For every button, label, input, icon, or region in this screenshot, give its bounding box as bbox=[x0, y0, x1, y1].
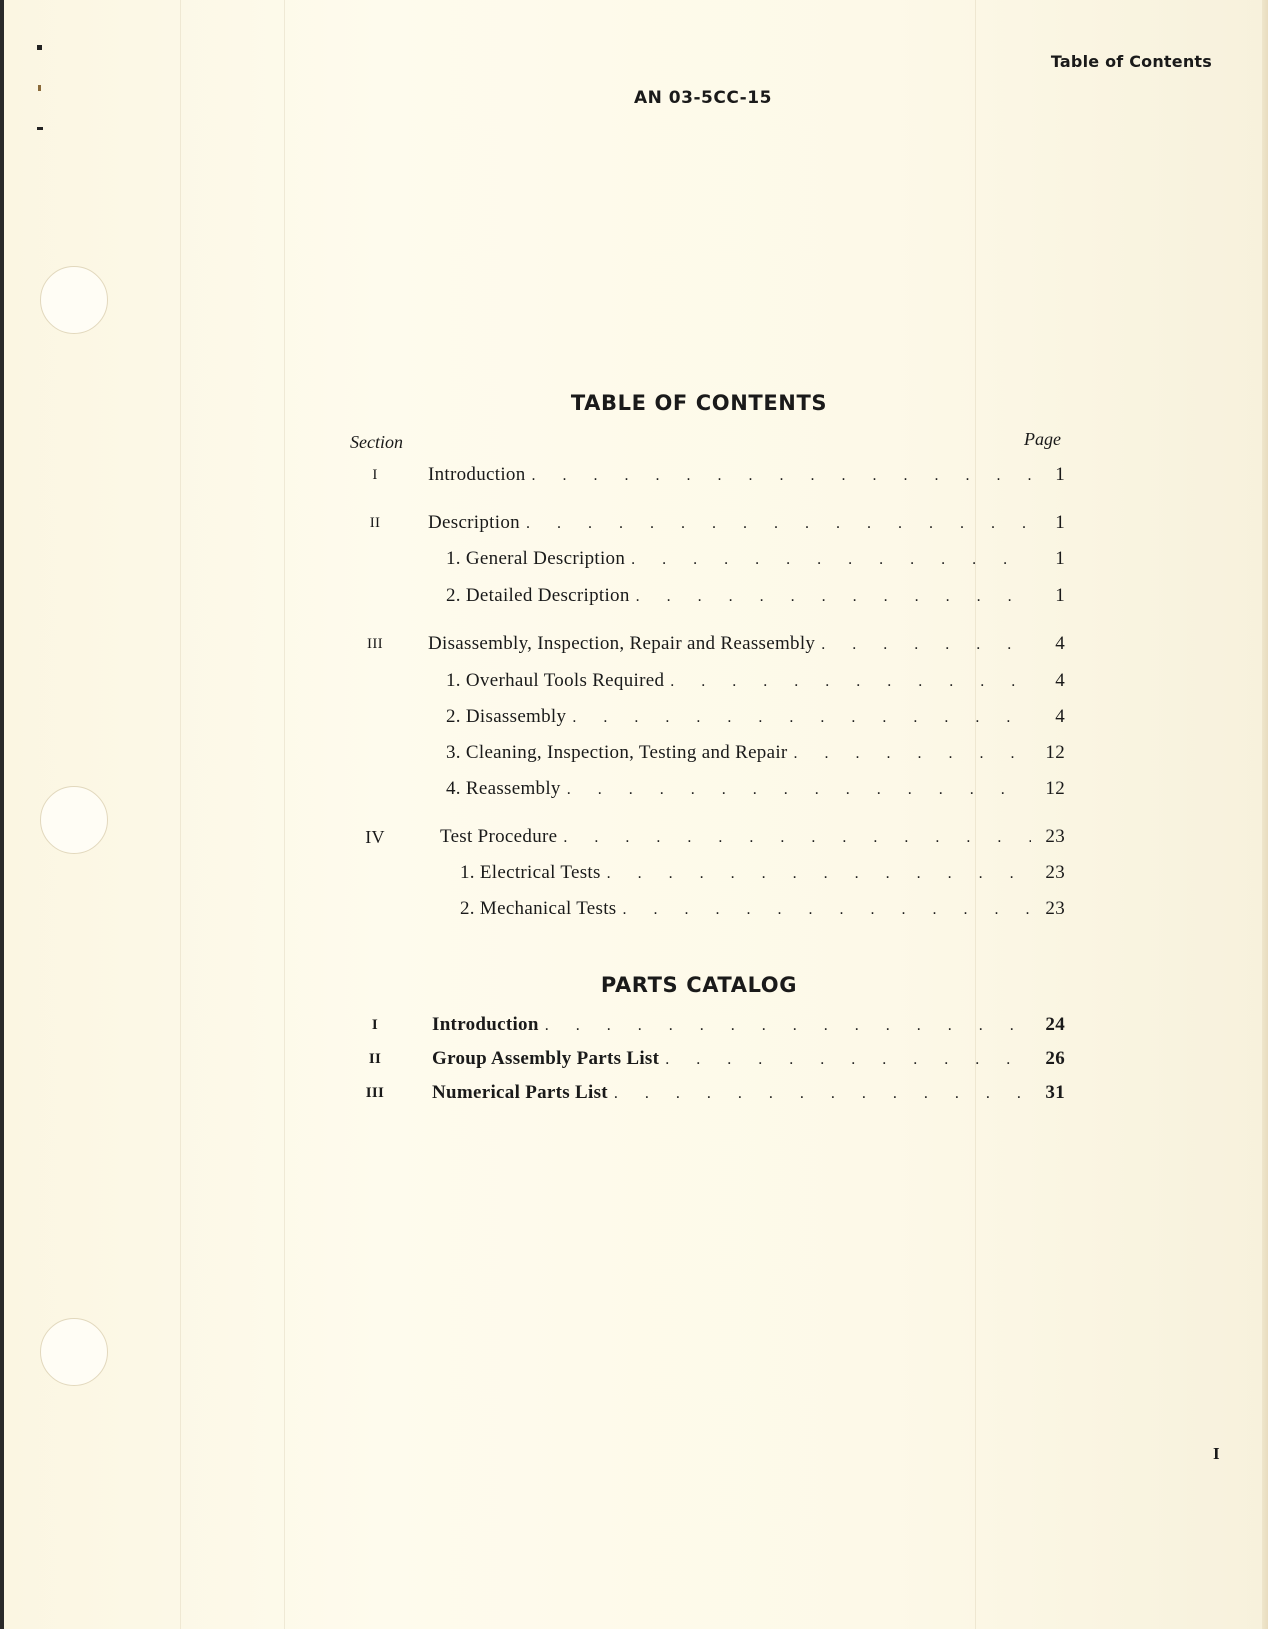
toc-subentry[interactable] bbox=[350, 861, 1065, 885]
dot-leader bbox=[614, 1082, 1031, 1105]
dot-leader bbox=[623, 898, 1031, 921]
parts-catalog-title: PARTS CATALOG bbox=[600, 973, 798, 997]
dot-leader bbox=[526, 512, 1031, 535]
dot-leader bbox=[821, 633, 1031, 656]
catalog-entry[interactable] bbox=[350, 1047, 1065, 1071]
dot-leader bbox=[567, 778, 1031, 801]
dot-leader bbox=[545, 1014, 1031, 1037]
punch-hole bbox=[40, 266, 108, 334]
section-number: IV bbox=[365, 827, 385, 847]
toc-subentry[interactable] bbox=[350, 547, 1065, 571]
toc-entry[interactable] bbox=[350, 463, 1065, 487]
scan-mark bbox=[37, 127, 43, 130]
page-number: 23 bbox=[1045, 862, 1065, 883]
entry-label: 1. Overhaul Tools Required bbox=[446, 670, 665, 691]
section-number: II bbox=[368, 1051, 382, 1067]
dot-leader bbox=[563, 826, 1031, 849]
entry-label: 1. General Description bbox=[446, 548, 626, 569]
fold-line bbox=[180, 0, 181, 1629]
page-number: 4 bbox=[1055, 633, 1065, 654]
entry-label: Introduction bbox=[428, 464, 526, 485]
dot-leader bbox=[631, 548, 1031, 571]
entry-label: 2. Mechanical Tests bbox=[460, 898, 617, 919]
toc-subentry[interactable] bbox=[350, 897, 1065, 921]
dot-leader bbox=[665, 1048, 1031, 1071]
toc-subentry[interactable] bbox=[350, 669, 1065, 693]
entry-label: 1. Electrical Tests bbox=[460, 862, 601, 883]
dot-leader bbox=[532, 464, 1031, 487]
entry-label: 2. Detailed Description bbox=[446, 585, 630, 606]
punch-hole bbox=[40, 786, 108, 854]
fold-line bbox=[284, 0, 285, 1629]
entry-label: 3. Cleaning, Inspection, Testing and Repair bbox=[446, 742, 788, 763]
page-number: 4 bbox=[1055, 670, 1065, 691]
section-number: III bbox=[367, 636, 383, 652]
entry-label: Group Assembly Parts List bbox=[432, 1048, 660, 1069]
page-number: 1 bbox=[1055, 464, 1065, 485]
page-number: 12 bbox=[1045, 778, 1065, 799]
page-number: 4 bbox=[1055, 706, 1065, 727]
section-column-header: Section bbox=[350, 432, 403, 452]
fold-line bbox=[975, 0, 976, 1629]
dot-leader bbox=[794, 742, 1031, 765]
toc-entry[interactable] bbox=[350, 825, 1065, 849]
page-number: 1 bbox=[1055, 585, 1065, 606]
page-number: 24 bbox=[1045, 1014, 1065, 1035]
page-number: 31 bbox=[1045, 1082, 1065, 1103]
catalog-entry[interactable] bbox=[350, 1081, 1065, 1105]
document-number: AN 03-5CC-15 bbox=[634, 88, 772, 108]
catalog-entry[interactable] bbox=[350, 1013, 1065, 1037]
section-number: I bbox=[371, 1017, 379, 1033]
dot-leader bbox=[636, 585, 1031, 608]
page-edge bbox=[1262, 0, 1268, 1629]
entry-label: Introduction bbox=[432, 1014, 539, 1035]
toc-entry[interactable] bbox=[350, 632, 1065, 656]
entry-label: Test Procedure bbox=[440, 826, 558, 847]
section-number: II bbox=[369, 515, 381, 531]
section-number: I bbox=[372, 467, 378, 483]
page-number: 1 bbox=[1055, 512, 1065, 533]
dot-leader bbox=[607, 862, 1031, 885]
entry-label: Disassembly, Inspection, Repair and Reassembly bbox=[428, 633, 816, 654]
page-column-header: Page bbox=[1024, 429, 1061, 449]
running-title: Table of Contents bbox=[1050, 52, 1212, 71]
page-number: 23 bbox=[1045, 826, 1065, 847]
entry-label: Numerical Parts List bbox=[432, 1082, 608, 1103]
scan-mark bbox=[38, 85, 41, 91]
page-number: 23 bbox=[1045, 898, 1065, 919]
section-number: III bbox=[365, 1085, 385, 1101]
page-folio: I bbox=[1213, 1444, 1220, 1463]
toc-subentry[interactable] bbox=[350, 584, 1065, 608]
entry-label: 4. Reassembly bbox=[446, 778, 561, 799]
binding-edge bbox=[0, 0, 4, 1629]
dot-leader bbox=[572, 706, 1031, 729]
page-number: 12 bbox=[1045, 742, 1065, 763]
toc-subentry[interactable] bbox=[350, 705, 1065, 729]
toc-subentry[interactable] bbox=[350, 777, 1065, 801]
entry-label: Description bbox=[428, 512, 520, 533]
toc-entry[interactable] bbox=[350, 511, 1065, 535]
dot-leader bbox=[670, 670, 1031, 693]
scan-mark bbox=[37, 45, 42, 50]
toc-title: TABLE OF CONTENTS bbox=[570, 391, 828, 415]
punch-hole bbox=[40, 1318, 108, 1386]
page-number: 1 bbox=[1055, 548, 1065, 569]
toc-subentry[interactable] bbox=[350, 741, 1065, 765]
page-number: 26 bbox=[1045, 1048, 1065, 1069]
entry-label: 2. Disassembly bbox=[446, 706, 567, 727]
